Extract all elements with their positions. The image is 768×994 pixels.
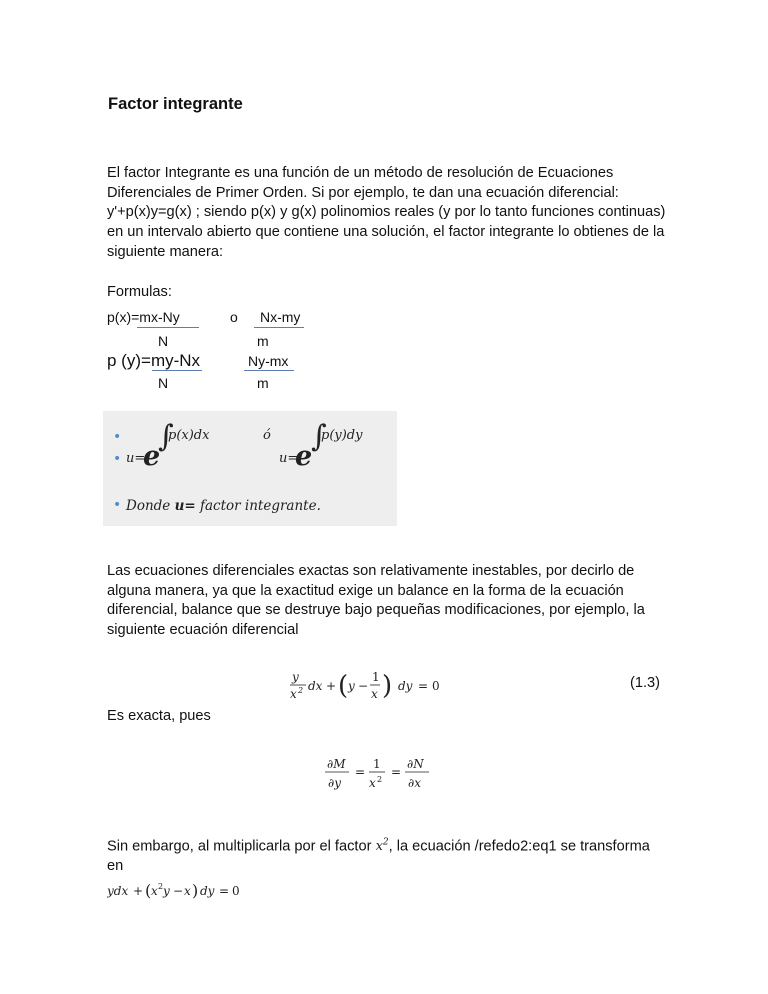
svg-text:0: 0 [232, 884, 240, 898]
px-fraction-bar [137, 327, 199, 328]
svg-text:=: = [391, 765, 402, 779]
svg-text:1: 1 [373, 757, 381, 771]
e-symbol: e [143, 441, 161, 472]
svg-text:x: x [184, 884, 191, 898]
u-label: u= [126, 451, 146, 466]
py-alt-denominator: m [257, 375, 269, 391]
svg-text:2: 2 [377, 775, 383, 784]
py-label: p (y)= [107, 351, 151, 370]
bullet-icon: • [113, 429, 122, 445]
integral-icon: ∫ [311, 419, 327, 454]
svg-text:=: = [418, 679, 429, 693]
exactness-condition-graphic [325, 752, 445, 798]
py-alt-fraction-bar [244, 370, 294, 371]
equation-number: (1.3) [630, 675, 661, 691]
equation-1-3 [290, 668, 490, 708]
svg-text:dx: dx [308, 679, 323, 693]
svg-text:x: x [369, 776, 376, 790]
svg-text:x: x [371, 687, 378, 701]
svg-text:x: x [151, 884, 158, 898]
py-numerator: my-Nx [150, 351, 201, 370]
px-alt-denominator: m [257, 333, 269, 349]
es-exacta-text: Es exacta, pues [107, 708, 211, 724]
u-label-2: u= [279, 451, 299, 466]
donde-text [126, 498, 321, 514]
svg-text:2: 2 [158, 882, 164, 891]
multiply-factor-paragraph [107, 834, 667, 877]
py-denominator: N [158, 375, 169, 391]
px-alt-fraction-bar [254, 327, 304, 328]
px-alt-numerator: Nx-my [260, 309, 301, 325]
svg-text:−: − [358, 679, 369, 693]
svg-text:∂x: ∂x [408, 776, 421, 790]
svg-text:∂M: ∂M [327, 757, 346, 771]
page-title: Factor integrante [108, 95, 243, 113]
svg-text:∂N: ∂N [407, 757, 424, 771]
svg-text:−: − [173, 884, 184, 898]
x-squared-factor: $x^2$ [371, 838, 389, 855]
or-text: o [230, 309, 238, 325]
svg-text:1: 1 [372, 670, 380, 684]
svg-text:2: 2 [298, 686, 304, 695]
transformed-equation [107, 880, 267, 902]
paragraph3-end: , la ecuación /refedo2:eq1 se transforma en [107, 838, 650, 875]
svg-text:=: = [219, 884, 230, 898]
intro-paragraph: El factor Integrante es una función de un método de resolución de Ecuaciones Diferenciales de Primer Orden. Si por ejemplo, te dan una ecuación diferencial: y'+p(x)y=g(x) ; siendo p(x) y g(x) polinomios reales (y por lo tanto funciones continuas) en un intervalo abierto que contiene una solución, el factor integrante lo obtienes de la siguiente manera: [107, 165, 666, 260]
svg-text:x: x [290, 687, 297, 701]
svg-text:(: ( [145, 881, 152, 900]
integral-icon: ∫ [158, 419, 174, 454]
svg-text:∂y: ∂y [328, 776, 341, 790]
bullet-icon: • [113, 451, 122, 467]
py-formula [107, 351, 200, 371]
svg-text:ydx: ydx [107, 884, 129, 898]
px-formula [107, 309, 180, 325]
bullet-icon: • [113, 497, 122, 513]
or-accent: ó [263, 428, 271, 443]
py-fraction-bar [152, 370, 202, 371]
svg-text:y: y [348, 679, 355, 693]
equation-1-3-graphic [290, 668, 490, 708]
svg-text:=: = [355, 765, 366, 779]
svg-text:): ) [192, 881, 199, 900]
integral-px: p(x)dx [168, 428, 210, 443]
svg-text:+: + [133, 884, 144, 898]
px-label: p(x)= [107, 309, 140, 325]
px-numerator: mx-Ny [139, 309, 180, 325]
formulas-label: Formulas: [107, 284, 172, 300]
svg-text:y: y [163, 884, 170, 898]
donde-u: u= [174, 498, 196, 514]
svg-text:0: 0 [432, 679, 440, 693]
e-symbol-2: e [295, 441, 313, 472]
svg-text:(: ( [338, 671, 349, 701]
donde-suffix: factor integrante. [195, 498, 321, 514]
exact-equations-paragraph: Las ecuaciones diferenciales exactas son relativamente inestables, por decirlo de alguna manera, ya que la exactitud exige un balance en la forma de la ecuación diferencial, balance que se destruye bajo pequeñas modificaciones, por ejemplo, la siguiente ecuación diferencial [107, 563, 645, 639]
integral-py: p(y)dy [321, 428, 363, 443]
px-denominator: N [158, 333, 169, 349]
paragraph3-start: Sin embargo, al multiplicarla por el factor [107, 838, 372, 855]
exactness-condition [325, 752, 445, 798]
svg-text:): ) [382, 671, 393, 701]
transformed-equation-graphic [107, 880, 267, 902]
donde-prefix: Donde [126, 498, 175, 514]
integrating-factor-figure [103, 411, 397, 526]
svg-text:y: y [292, 670, 299, 684]
svg-text:dy: dy [398, 679, 413, 693]
svg-text:dy: dy [200, 884, 215, 898]
py-alt-numerator: Ny-mx [248, 353, 289, 369]
svg-text:+: + [326, 679, 337, 693]
